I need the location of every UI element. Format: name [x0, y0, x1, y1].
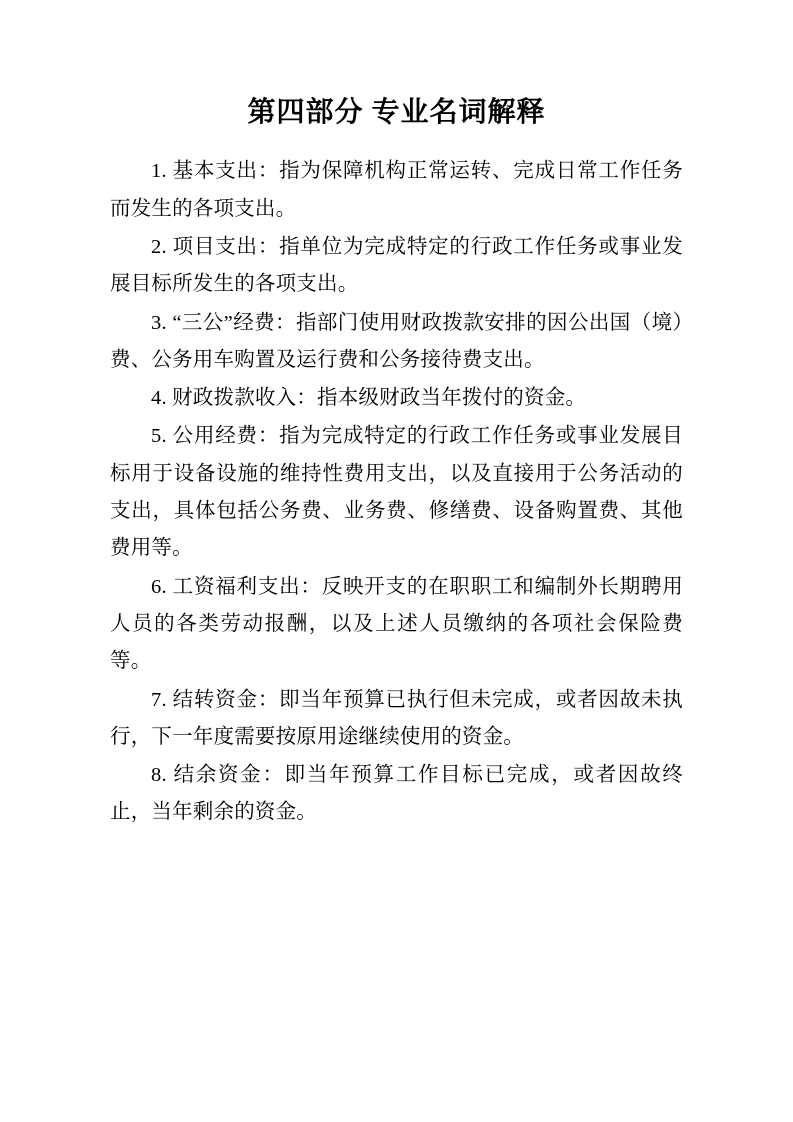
- paragraph-surplus-funds: 8. 结余资金：即当年预算工作目标已完成，或者因故终止，当年剩余的资金。: [110, 764, 683, 824]
- paragraph-project-expenditure: 2. 项目支出：指单位为完成特定的行政工作任务或事业发展目标所发生的各项支出。: [110, 235, 683, 296]
- paragraph-public-funds: 5. 公用经费：指为完成特定的行政工作任务或事业发展目标用于设备设施的维持性费用支出，以及直接用于公务活动的支出，具体包括公务费、业务费、修缮费、设备购置费、其他费用等。: [110, 425, 683, 560]
- paragraph-three-public-funds: 3. “三公”经费：指部门使用财政拨款安排的因公出国（境）费、公务用车购置及运行费和公务接待费支出。: [110, 311, 683, 371]
- paragraph-carryover-funds: 7. 结转资金：即当年预算已执行但未完成，或者因故未执行，下一年度需要按原用途继续使用的资金。: [110, 688, 683, 748]
- paragraph-fiscal-appropriation-income: 4. 财政拨款收入：指本级财政当年拨付的资金。: [151, 387, 587, 410]
- page-title: 第四部分 专业名词解释: [247, 97, 546, 128]
- paragraph-basic-expenditure: 1. 基本支出：指为保障机构正常运转、完成日常工作任务而发生的各项支出。: [110, 160, 683, 220]
- paragraph-salary-welfare-expenditure: 6. 工资福利支出：反映开支的在职职工和编制外长期聘用人员的各类劳动报酬，以及上述人员缴纳的各项社会保险费等。: [110, 575, 683, 673]
